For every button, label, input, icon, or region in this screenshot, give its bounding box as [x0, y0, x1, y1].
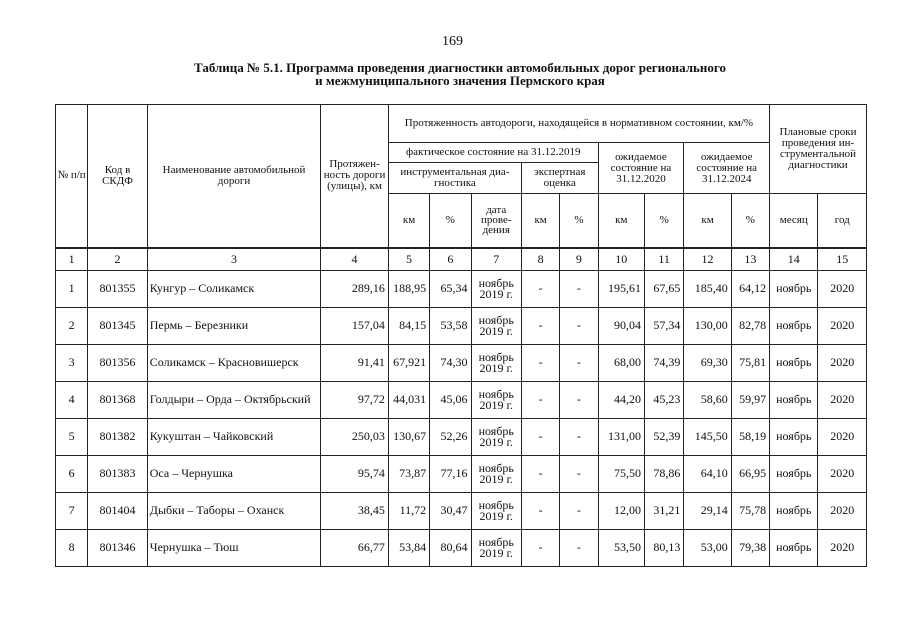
header-km: км	[388, 194, 429, 248]
road-name: Оса – Чернушка	[147, 455, 320, 492]
planned-month: ноябрь	[770, 492, 818, 529]
expert-pct: -	[560, 418, 598, 455]
road-length: 157,04	[321, 307, 389, 344]
diagnostic-date: ноябрь 2019 г.	[471, 344, 521, 381]
expected-2024-pct: 66,95	[731, 455, 769, 492]
header-expert-pct: %	[560, 194, 598, 248]
actual-km: 188,95	[388, 270, 429, 307]
header-pct: %	[430, 194, 471, 248]
header-expert-km: км	[521, 194, 559, 248]
column-number: 3	[147, 248, 320, 271]
header-length: Протяжен- ность дороги (улицы), км	[321, 105, 389, 248]
planned-month: ноябрь	[770, 307, 818, 344]
expected-2020-pct: 67,65	[644, 270, 683, 307]
expected-2024-pct: 64,12	[731, 270, 769, 307]
header-instrumental: инструментальная диа- гностика	[388, 163, 521, 194]
header-num: № п/п	[56, 105, 88, 248]
expected-2024-km: 29,14	[684, 492, 731, 529]
expected-2024-km: 69,30	[684, 344, 731, 381]
expert-km: -	[521, 307, 559, 344]
header-normative: Протяженность автодороги, находящейся в нормативном состоянии, км/%	[388, 105, 769, 143]
header-expert: экспертная оценка	[521, 163, 598, 194]
road-code: 801404	[88, 492, 148, 529]
header-expected-2020: ожидаемое состояние на 31.12.2020	[598, 143, 684, 194]
header-name: Наименование автомобильной дороги	[147, 105, 320, 248]
row-number: 1	[56, 270, 88, 307]
expert-km: -	[521, 270, 559, 307]
planned-year: 2020	[818, 307, 867, 344]
column-number: 12	[684, 248, 731, 271]
column-number: 5	[388, 248, 429, 271]
expected-2024-pct: 75,78	[731, 492, 769, 529]
column-number: 13	[731, 248, 769, 271]
expert-pct: -	[560, 270, 598, 307]
column-number: 9	[560, 248, 598, 271]
diagnostic-date: ноябрь 2019 г.	[471, 270, 521, 307]
expected-2020-pct: 52,39	[644, 418, 683, 455]
page-number: 169	[442, 34, 463, 49]
actual-pct: 65,34	[430, 270, 471, 307]
expected-2020-km: 12,00	[598, 492, 644, 529]
expert-pct: -	[560, 529, 598, 566]
column-numbers-row	[56, 248, 867, 271]
table-row	[56, 381, 867, 418]
title-line-1: Таблица № 5.1. Программа проведения диагностики автомобильных дорог регионального	[193, 60, 726, 75]
actual-km: 53,84	[388, 529, 429, 566]
actual-km: 11,72	[388, 492, 429, 529]
table-row	[56, 492, 867, 529]
expert-km: -	[521, 418, 559, 455]
planned-year: 2020	[818, 270, 867, 307]
road-length: 38,45	[321, 492, 389, 529]
actual-km: 73,87	[388, 455, 429, 492]
diagnostic-date: ноябрь 2019 г.	[471, 307, 521, 344]
expected-2020-km: 68,00	[598, 344, 644, 381]
road-length: 250,03	[321, 418, 389, 455]
expected-2020-km: 131,00	[598, 418, 644, 455]
road-name: Кунгур – Соликамск	[147, 270, 320, 307]
planned-year: 2020	[818, 344, 867, 381]
road-name: Пермь – Березники	[147, 307, 320, 344]
expert-km: -	[521, 455, 559, 492]
header-month: месяц	[770, 194, 818, 248]
planned-month: ноябрь	[770, 455, 818, 492]
table-row	[56, 344, 867, 381]
column-number: 11	[644, 248, 683, 271]
expert-km: -	[521, 381, 559, 418]
actual-pct: 74,30	[430, 344, 471, 381]
road-code: 801345	[88, 307, 148, 344]
expert-pct: -	[560, 455, 598, 492]
expected-2024-km: 130,00	[684, 307, 731, 344]
road-code: 801382	[88, 418, 148, 455]
title-line-2: и межмуниципального значения Пермского края	[315, 73, 605, 88]
row-number: 5	[56, 418, 88, 455]
row-number: 7	[56, 492, 88, 529]
row-number: 8	[56, 529, 88, 566]
road-name: Голдыри – Орда – Октябрьский	[147, 381, 320, 418]
expected-2024-pct: 82,78	[731, 307, 769, 344]
planned-year: 2020	[818, 381, 867, 418]
row-number: 2	[56, 307, 88, 344]
column-number: 2	[88, 248, 148, 271]
expected-2020-pct: 57,34	[644, 307, 683, 344]
planned-month: ноябрь	[770, 344, 818, 381]
actual-km: 84,15	[388, 307, 429, 344]
column-number: 1	[56, 248, 88, 271]
road-length: 91,41	[321, 344, 389, 381]
planned-year: 2020	[818, 529, 867, 566]
column-number: 14	[770, 248, 818, 271]
planned-month: ноябрь	[770, 418, 818, 455]
expected-2024-km: 185,40	[684, 270, 731, 307]
expected-2020-km: 90,04	[598, 307, 644, 344]
road-name: Чернушка – Тюш	[147, 529, 320, 566]
expected-2020-km: 195,61	[598, 270, 644, 307]
table-body	[56, 270, 867, 566]
diagnostic-date: ноябрь 2019 г.	[471, 418, 521, 455]
actual-pct: 80,64	[430, 529, 471, 566]
actual-km: 67,921	[388, 344, 429, 381]
header-2020-km: км	[598, 194, 644, 248]
header-actual: фактическое состояние на 31.12.2019	[388, 143, 598, 163]
road-length: 97,72	[321, 381, 389, 418]
column-number: 6	[430, 248, 471, 271]
road-name: Дыбки – Таборы – Оханск	[147, 492, 320, 529]
column-number: 15	[818, 248, 867, 271]
expected-2020-pct: 45,23	[644, 381, 683, 418]
expected-2020-km: 53,50	[598, 529, 644, 566]
expected-2024-km: 64,10	[684, 455, 731, 492]
actual-pct: 30,47	[430, 492, 471, 529]
row-number: 6	[56, 455, 88, 492]
planned-year: 2020	[818, 418, 867, 455]
actual-pct: 53,58	[430, 307, 471, 344]
actual-pct: 77,16	[430, 455, 471, 492]
column-number: 7	[471, 248, 521, 271]
expert-pct: -	[560, 307, 598, 344]
expected-2024-km: 53,00	[684, 529, 731, 566]
planned-month: ноябрь	[770, 270, 818, 307]
planned-month: ноябрь	[770, 381, 818, 418]
road-name: Кукуштан – Чайковский	[147, 418, 320, 455]
header-year: год	[818, 194, 867, 248]
diagnostic-date: ноябрь 2019 г.	[471, 381, 521, 418]
header-code: Код в СКДФ	[88, 105, 148, 248]
road-code: 801346	[88, 529, 148, 566]
header-2024-pct: %	[731, 194, 769, 248]
expert-km: -	[521, 492, 559, 529]
expected-2020-pct: 80,13	[644, 529, 683, 566]
table-row	[56, 529, 867, 566]
page-title	[120, 61, 800, 87]
expected-2024-pct: 58,19	[731, 418, 769, 455]
header-date: дата прове- дения	[471, 194, 521, 248]
road-name: Соликамск – Красновишерск	[147, 344, 320, 381]
expected-2020-pct: 74,39	[644, 344, 683, 381]
road-length: 95,74	[321, 455, 389, 492]
actual-pct: 45,06	[430, 381, 471, 418]
actual-pct: 52,26	[430, 418, 471, 455]
diagnostic-date: ноябрь 2019 г.	[471, 455, 521, 492]
table-row	[56, 270, 867, 307]
table-row	[56, 455, 867, 492]
road-code: 801368	[88, 381, 148, 418]
row-number: 4	[56, 381, 88, 418]
expected-2024-pct: 79,38	[731, 529, 769, 566]
expected-2024-pct: 75,81	[731, 344, 769, 381]
expected-2020-pct: 78,86	[644, 455, 683, 492]
road-length: 66,77	[321, 529, 389, 566]
column-number: 4	[321, 248, 389, 271]
expected-2020-pct: 31,21	[644, 492, 683, 529]
table-row	[56, 307, 867, 344]
expert-pct: -	[560, 492, 598, 529]
planned-year: 2020	[818, 455, 867, 492]
road-code: 801355	[88, 270, 148, 307]
expected-2020-km: 75,50	[598, 455, 644, 492]
header-planned: Плановые сроки проведения ин- струментальной диагностики	[770, 105, 867, 194]
expert-pct: -	[560, 344, 598, 381]
expected-2024-pct: 59,97	[731, 381, 769, 418]
diagnostic-date: ноябрь 2019 г.	[471, 492, 521, 529]
column-number: 8	[521, 248, 559, 271]
planned-month: ноябрь	[770, 529, 818, 566]
column-number: 10	[598, 248, 644, 271]
actual-km: 44,031	[388, 381, 429, 418]
expected-2024-km: 145,50	[684, 418, 731, 455]
expert-pct: -	[560, 381, 598, 418]
expert-km: -	[521, 344, 559, 381]
header-2020-pct: %	[644, 194, 683, 248]
header-expected-2024: ожидаемое состояние на 31.12.2024	[684, 143, 770, 194]
road-code: 801383	[88, 455, 148, 492]
table-row	[56, 418, 867, 455]
road-code: 801356	[88, 344, 148, 381]
header-2024-km: км	[684, 194, 731, 248]
diagnostic-date: ноябрь 2019 г.	[471, 529, 521, 566]
expected-2024-km: 58,60	[684, 381, 731, 418]
road-diagnostics-table	[55, 104, 867, 567]
expected-2020-km: 44,20	[598, 381, 644, 418]
expert-km: -	[521, 529, 559, 566]
planned-year: 2020	[818, 492, 867, 529]
road-length: 289,16	[321, 270, 389, 307]
row-number: 3	[56, 344, 88, 381]
actual-km: 130,67	[388, 418, 429, 455]
